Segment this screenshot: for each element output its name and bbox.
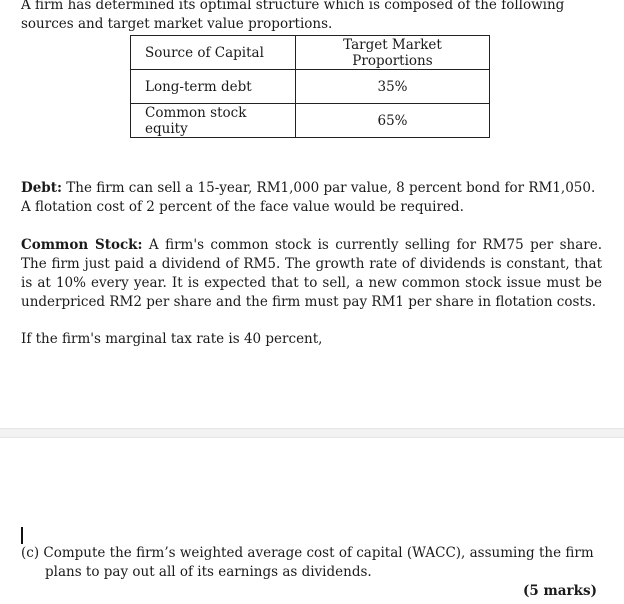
text-cursor <box>21 527 23 544</box>
table-row <box>131 70 490 104</box>
table-row <box>131 104 490 138</box>
section-divider <box>0 428 624 438</box>
header-proportion: Target Market Proportions <box>296 36 490 70</box>
debt-label: Debt: <box>21 180 62 196</box>
intro-text: A firm has determined its optimal structure which is composed of the following sources and target market value proportions. <box>21 0 565 32</box>
debt-paragraph <box>21 179 602 217</box>
cell-proportion: 35% <box>296 70 490 104</box>
tax-text: If the firm's marginal tax rate is 40 percent, <box>21 331 323 347</box>
debt-text: The firm can sell a 15-year, RM1,000 par value, 8 percent bond for RM1,050. A flotation cost of 2 percent of the face value would be required. <box>21 180 596 215</box>
marks-label: (5 marks) <box>523 583 597 599</box>
question-c-text: (c) Compute the firm’s weighted average cost of capital (WACC), assuming the firm plans to pay out all of its earnings as dividends. <box>21 545 594 580</box>
common-stock-text: A firm's common stock is currently selling for RM75 per share. The firm just paid a dividend of RM5. The growth rate of dividends is constant, that is at 10% every year. It is expected that to sell, a new common stock issue must be underpriced RM2 per share and the firm must pay RM1 per share in flotation costs. <box>21 237 602 310</box>
common-stock-label: Common Stock: <box>21 237 143 253</box>
cell-source: Common stock equity <box>131 104 296 138</box>
common-stock-paragraph <box>21 236 602 312</box>
header-source: Source of Capital <box>131 36 296 70</box>
capital-structure-table <box>130 35 490 138</box>
cell-proportion: 65% <box>296 104 490 138</box>
table-header-row <box>131 36 490 70</box>
cell-source: Long-term debt <box>131 70 296 104</box>
